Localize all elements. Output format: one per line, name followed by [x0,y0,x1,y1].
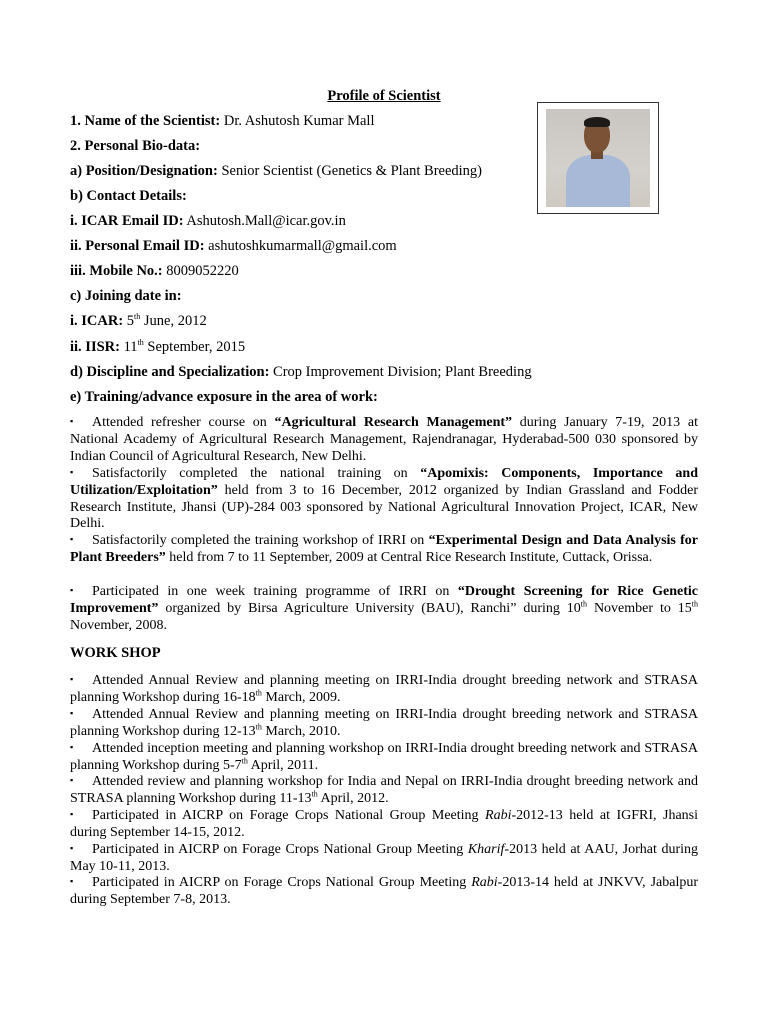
photo-shirt [566,155,630,207]
icar-join-row [70,311,207,331]
position-label: a) Position/Designation: [70,163,218,179]
training-title: “Drought Screening for Rice Genetic Improvement” [70,584,699,616]
workshop-text: Participated in AICRP on Forage Crops National Group Meeting [92,875,472,890]
icar-email-row [70,211,346,231]
training-text: November to 15 [587,600,692,616]
training-title: “Experimental Design and Data Analysis for Plant Breeders” [70,533,699,565]
bullet-icon: ▪ [70,585,74,595]
workshop-text: Attended Annual Review and planning meeting on IRRI-India drought breeding network and STRASA planning Workshop during 12-13 [70,707,698,739]
workshop-text: Attended review and planning workshop for India and Nepal on IRRI-India drought breeding network and STRASA planning Workshop during 11-13 [70,774,698,806]
personal-email-label: ii. Personal Email ID: [70,238,205,254]
training-item [70,582,698,634]
training-text: held from 3 to 16 December, 2012 organized by Indian Grassland and Fodder Research Institute, Jhansi (UP)-284 003 sponsored by National Agricultural Innovation Project, ICAR, New Delhi. [70,482,698,532]
workshop-text: April, 2012. [317,790,389,806]
icar-email-value: Ashutosh.Mall@icar.gov.in [186,213,346,229]
icar-join-day: 5 [126,313,135,329]
training-text: Attended refresher course on [92,415,275,430]
training-text: organized by Birsa Agriculture University (BAU), Ranchi” during 10 [158,600,581,616]
bullet-icon: ▪ [70,534,74,544]
mobile-value: 8009052220 [166,263,239,279]
workshop-text: Participated in AICRP on Forage Crops National Group Meeting [92,842,468,857]
workshop-text: Attended Annual Review and planning meeting on IRRI-India drought breeding network and STRASA planning Workshop during 16-18 [70,673,698,705]
training-heading: e) Training/advance exposure in the area of work: [70,389,378,405]
biodata-heading: 2. Personal Bio-data: [70,138,201,154]
workshop-text: Participated in AICRP on Forage Crops National Group Meeting [92,808,486,823]
personal-email-row [70,236,397,256]
joining-heading: c) Joining date in: [70,288,182,304]
bullet-icon: ▪ [70,809,74,819]
workshop-text: -2012-13 held at IGFRI, Jhansi during September 14-15, 2012. [70,808,698,840]
workshop-sup: th [311,789,318,799]
training-item [70,413,698,465]
training-text: during January 7-19, 2013 at National Academy of Agricultural Research Management, Rajendranagar, Hyderabad-500 030 sponsored by Indian Council of Agricultural Research, New Delhi. [70,415,698,464]
workshop-text: Attended inception meeting and planning workshop on IRRI-India drought breeding network and STRASA planning Workshop during 5-7 [70,741,698,773]
icar-join-rest: June, 2012 [143,313,207,329]
discipline-row [70,362,532,382]
workshop-sup: th [241,756,248,766]
workshop-item [70,671,698,707]
mobile-label: iii. Mobile No.: [70,263,163,279]
name-row [70,111,374,131]
workshop-heading: WORK SHOP [70,645,161,661]
training-text: November, 2008. [70,617,168,633]
bullet-icon: ▪ [70,742,74,752]
icar-join-label: i. ICAR: [70,313,124,329]
discipline-label: d) Discipline and Specialization: [70,364,270,380]
training-text: Satisfactorily completed the training workshop of IRRI on [92,533,429,548]
iisr-join-label: ii. IISR: [70,339,120,355]
bullet-icon: ▪ [70,843,74,853]
training-item [70,464,698,533]
photo-hair [584,117,610,127]
workshop-text: -2013-14 held at JNKVV, Jabalpur during September 7-8, 2013. [70,875,698,907]
training-text: Participated in one week training programme of IRRI on [92,584,458,599]
training-title: “Agricultural Research Management” [274,415,513,430]
bullet-icon: ▪ [70,876,74,886]
training-text: Satisfactorily completed the national training on [92,466,421,481]
workshop-text: -2013 held at AAU, Jorhat during May 10-11, 2013. [70,842,698,874]
scientist-photo-frame [537,102,659,214]
training-sup: th [580,599,588,609]
scientist-photo [546,109,650,207]
position-value: Senior Scientist (Genetics & Plant Breeding) [221,163,482,179]
bullet-icon: ▪ [70,708,74,718]
bullet-icon: ▪ [70,467,74,477]
workshop-item [70,705,698,741]
training-sup: th [691,599,698,609]
training-item [70,531,698,567]
training-title: “Apomixis: Components, Importance and Utilization/Exploitation” [70,466,698,498]
workshop-text: April, 2011. [247,757,319,773]
iisr-join-day: 11 [123,339,138,355]
iisr-join-rest: September, 2015 [147,339,246,355]
workshop-item [70,739,698,775]
workshop-sup: th [255,722,262,732]
bullet-icon: ▪ [70,416,74,426]
workshop-sup: th [255,688,262,698]
discipline-value: Crop Improvement Division; Plant Breeding [273,364,532,380]
name-label: 1. Name of the Scientist: [70,113,221,129]
workshop-text: March, 2010. [261,723,341,739]
position-row [70,161,482,181]
name-value: Dr. Ashutosh Kumar Mall [223,113,375,129]
training-text: held from 7 to 11 September, 2009 at Central Rice Research Institute, Cuttack, Orissa. [165,549,653,565]
workshop-item [70,873,698,909]
workshop-season: Kharif [467,842,505,857]
workshop-item [70,806,698,842]
personal-email-value: ashutoshkumarmall@gmail.com [208,238,397,254]
workshop-item [70,772,698,808]
workshop-season: Rabi [471,875,498,890]
bullet-icon: ▪ [70,775,74,785]
workshop-item [70,840,698,876]
workshop-season: Rabi [485,808,512,823]
workshop-text: March, 2009. [261,689,341,705]
contact-heading: b) Contact Details: [70,188,187,204]
mobile-row [70,261,239,281]
iisr-join-sup: th [137,338,144,348]
icar-join-sup: th [134,312,141,322]
iisr-join-row [70,337,245,357]
bullet-icon: ▪ [70,674,74,684]
icar-email-label: i. ICAR Email ID: [70,213,184,229]
page-title: Profile of Scientist [327,88,441,104]
